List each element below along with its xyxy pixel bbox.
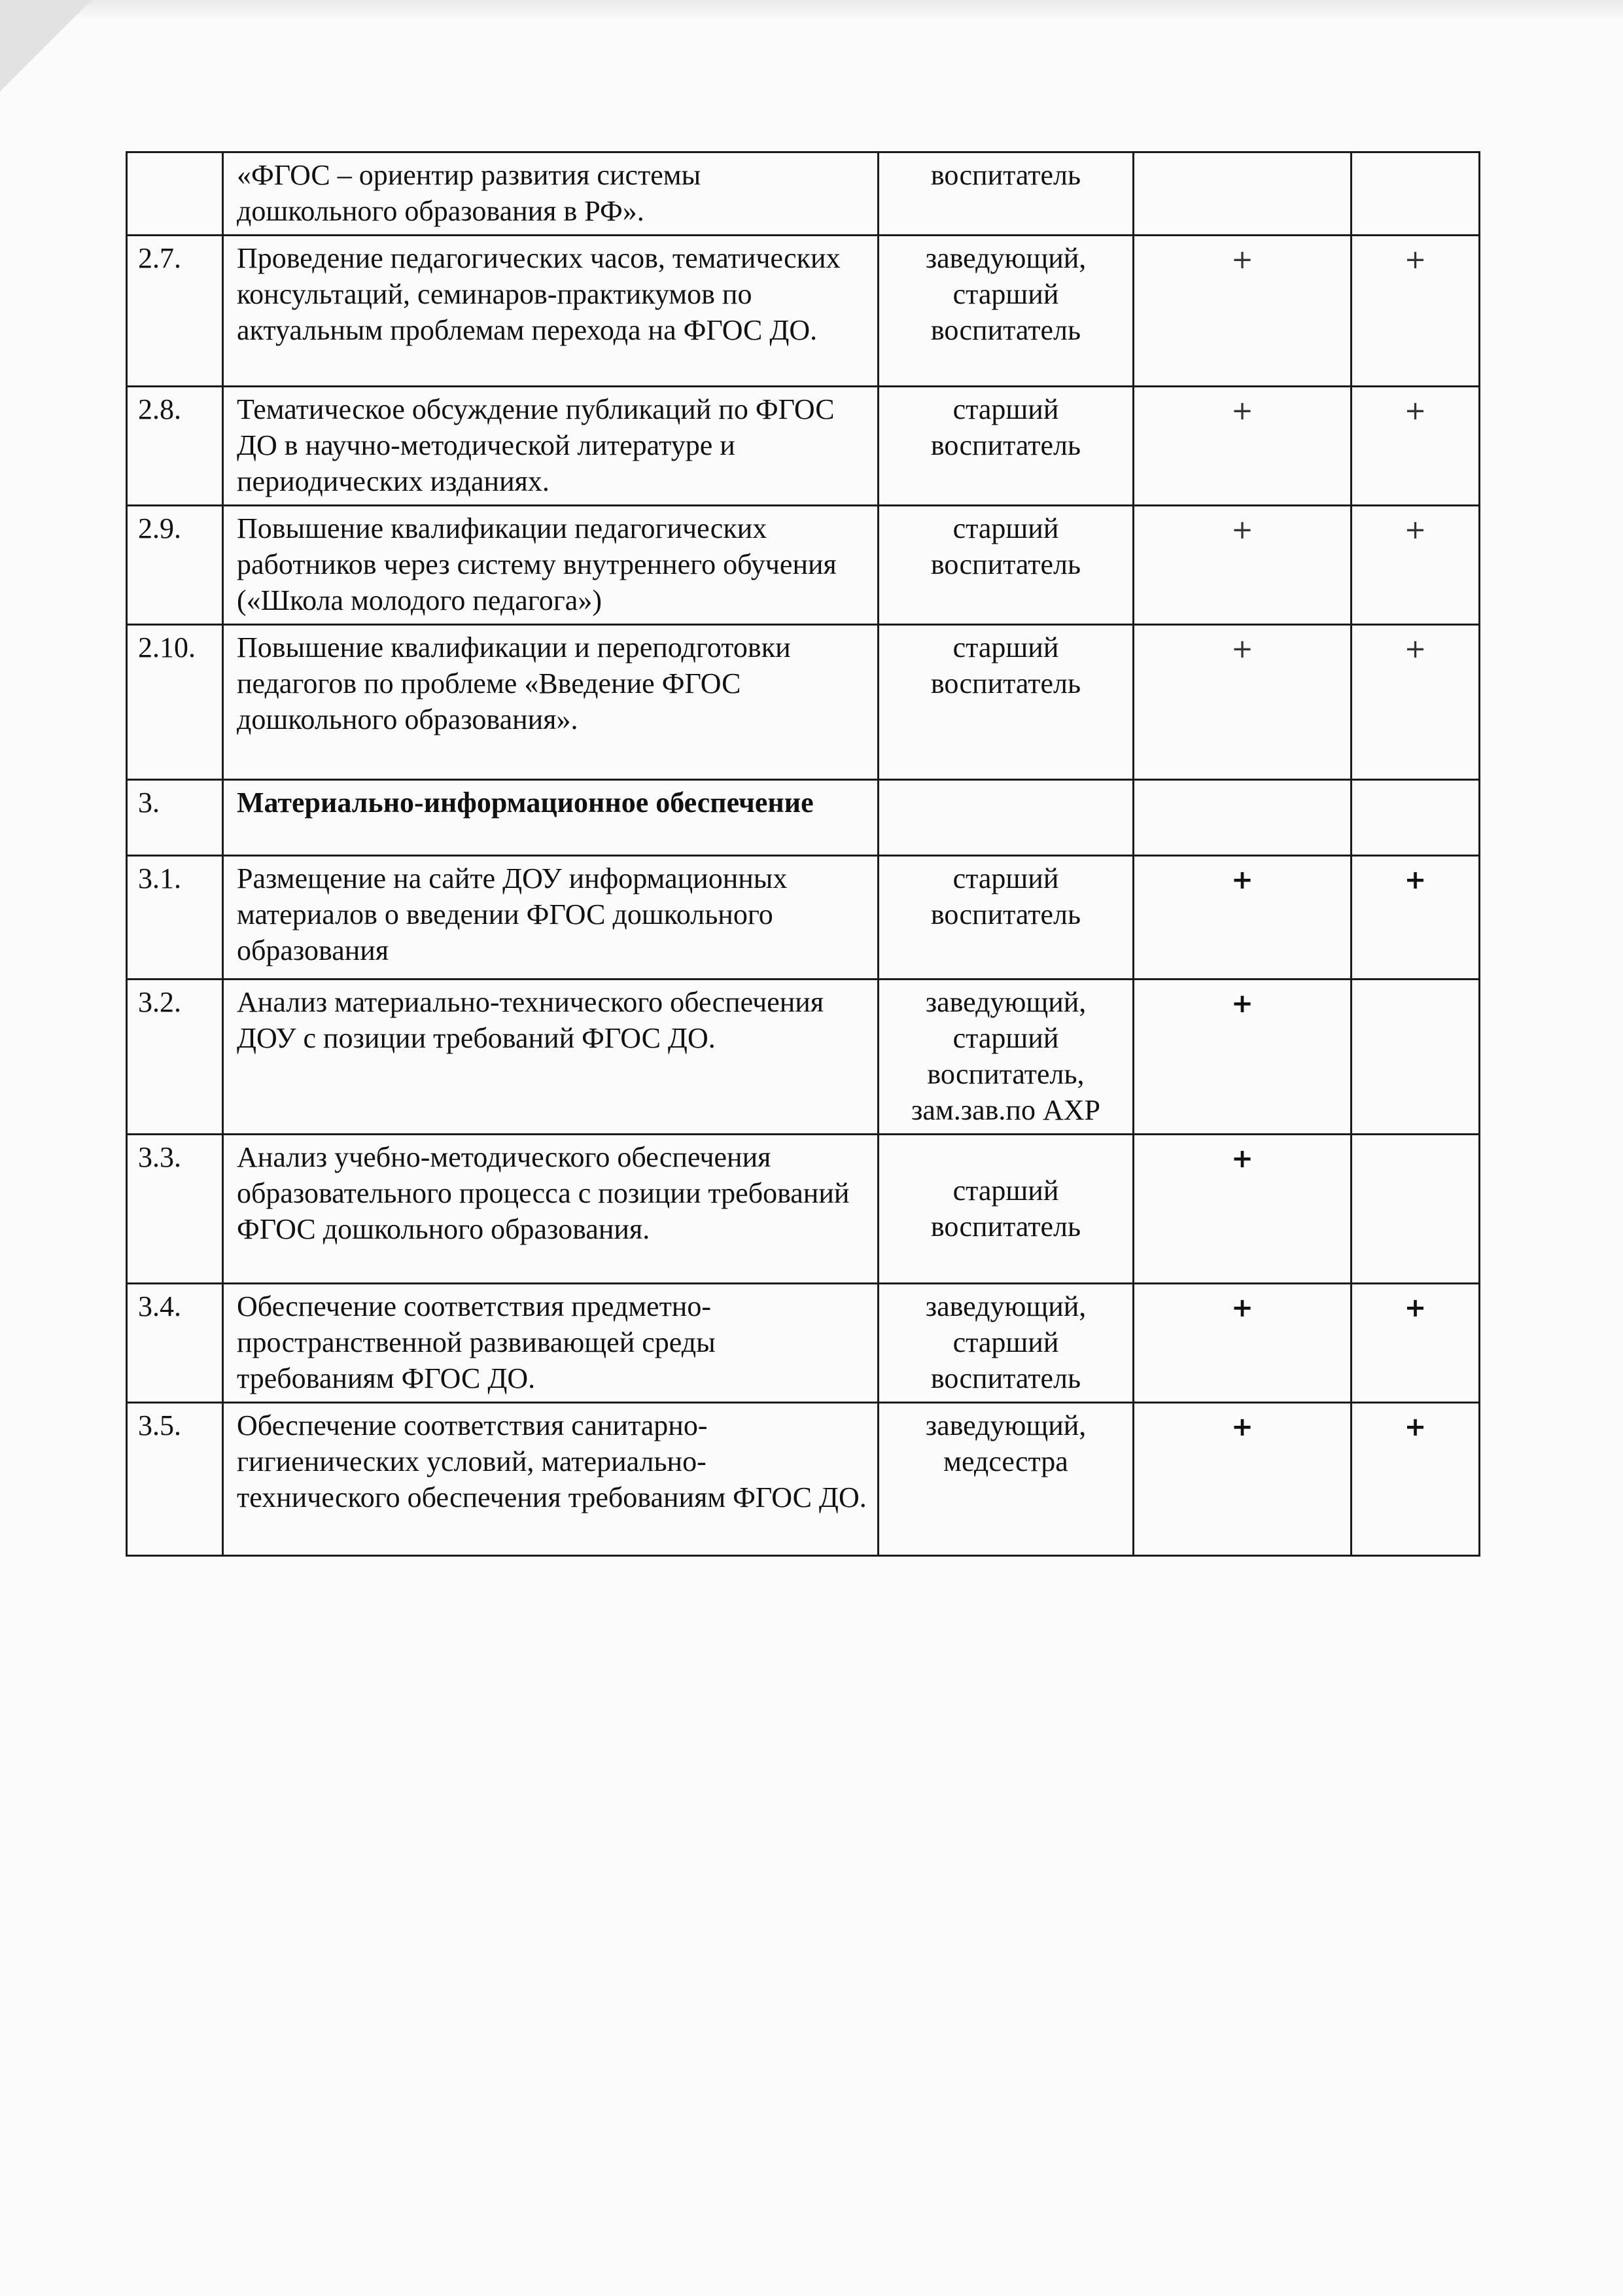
mark-cell-1: + — [1134, 856, 1352, 980]
mark-cell-1: + — [1134, 980, 1352, 1135]
mark-cell-2: + — [1352, 1284, 1480, 1403]
mark-cell-1 — [1134, 152, 1352, 236]
task-cell: Анализ материально-технического обеспечения ДОУ с позиции требований ФГОС ДО. — [223, 980, 879, 1135]
task-cell: Обеспечение соответствия предметно-пространственной развивающей среды требованиям ФГОС ДО. — [223, 1284, 879, 1403]
mark-cell-1: + — [1134, 625, 1352, 780]
row-number: 3.3. — [127, 1135, 223, 1284]
mark-cell-2: + — [1352, 1403, 1480, 1556]
row-number: 3.5. — [127, 1403, 223, 1556]
mark-cell-2: + — [1352, 625, 1480, 780]
responsible-cell: заведующий, старший воспитатель — [879, 1284, 1134, 1403]
page-corner-fold — [0, 0, 92, 92]
mark-cell-2: + — [1352, 506, 1480, 625]
mark-cell-1: + — [1134, 1135, 1352, 1284]
table-row — [127, 856, 1480, 980]
table-row — [127, 1403, 1480, 1556]
mark-cell-1: + — [1134, 387, 1352, 506]
table-row — [127, 152, 1480, 236]
mark-cell-1: + — [1134, 1284, 1352, 1403]
responsible-cell: старший воспитатель — [879, 387, 1134, 506]
task-cell: Размещение на сайте ДОУ информационных материалов о введении ФГОС дошкольного образования — [223, 856, 879, 980]
responsible-cell — [879, 780, 1134, 856]
responsible-cell: заведующий, старший воспитатель, зам.зав.по АХР — [879, 980, 1134, 1135]
task-cell: «ФГОС – ориентир развития системы дошкольного образования в РФ». — [223, 152, 879, 236]
table-row — [127, 236, 1480, 387]
plan-table — [126, 151, 1480, 1557]
row-number: 2.8. — [127, 387, 223, 506]
table-row — [127, 1135, 1480, 1284]
task-cell: Проведение педагогических часов, тематических консультаций, семинаров-практикумов по актуальным проблемам перехода на ФГОС ДО. — [223, 236, 879, 387]
scan-edge-shadow — [0, 0, 1623, 20]
task-cell: Обеспечение соответствия санитарно-гигиенических условий, материально-технического обеспечения требованиям ФГОС ДО. — [223, 1403, 879, 1556]
table-row — [127, 1284, 1480, 1403]
row-number: 2.10. — [127, 625, 223, 780]
row-number: 2.9. — [127, 506, 223, 625]
table-row — [127, 625, 1480, 780]
section-number: 3. — [127, 780, 223, 856]
task-cell: Повышение квалификации и переподготовки педагогов по проблеме «Введение ФГОС дошкольного образования». — [223, 625, 879, 780]
row-number: 3.2. — [127, 980, 223, 1135]
row-number: 3.4. — [127, 1284, 223, 1403]
mark-cell-1 — [1134, 780, 1352, 856]
table-row — [127, 980, 1480, 1135]
section-title: Материально-информационное обеспечение — [223, 780, 879, 856]
task-cell: Анализ учебно-методического обеспечения образовательного процесса с позиции требований ФГОС дошкольного образования. — [223, 1135, 879, 1284]
section-row — [127, 780, 1480, 856]
mark-cell-2 — [1352, 980, 1480, 1135]
table-row — [127, 387, 1480, 506]
table-row — [127, 506, 1480, 625]
responsible-cell: заведующий, старший воспитатель — [879, 236, 1134, 387]
mark-cell-2: + — [1352, 236, 1480, 387]
responsible-cell: старший воспитатель — [879, 856, 1134, 980]
mark-cell-2 — [1352, 780, 1480, 856]
mark-cell-2: + — [1352, 856, 1480, 980]
mark-cell-1: + — [1134, 1403, 1352, 1556]
row-number: 3.1. — [127, 856, 223, 980]
task-cell: Тематическое обсуждение публикаций по ФГОС ДО в научно-методической литературе и периодических изданиях. — [223, 387, 879, 506]
mark-cell-2 — [1352, 1135, 1480, 1284]
row-number — [127, 152, 223, 236]
responsible-cell: старший воспитатель — [879, 506, 1134, 625]
responsible-cell: заведующий, медсестра — [879, 1403, 1134, 1556]
mark-cell-1: + — [1134, 236, 1352, 387]
mark-cell-1: + — [1134, 506, 1352, 625]
responsible-cell: воспитатель — [879, 152, 1134, 236]
mark-cell-2 — [1352, 152, 1480, 236]
mark-cell-2: + — [1352, 387, 1480, 506]
row-number: 2.7. — [127, 236, 223, 387]
task-cell: Повышение квалификации педагогических работников через систему внутреннего обучения («Школа молодого педагога») — [223, 506, 879, 625]
responsible-cell: старший воспитатель — [879, 625, 1134, 780]
responsible-cell: старший воспитатель — [879, 1135, 1134, 1284]
